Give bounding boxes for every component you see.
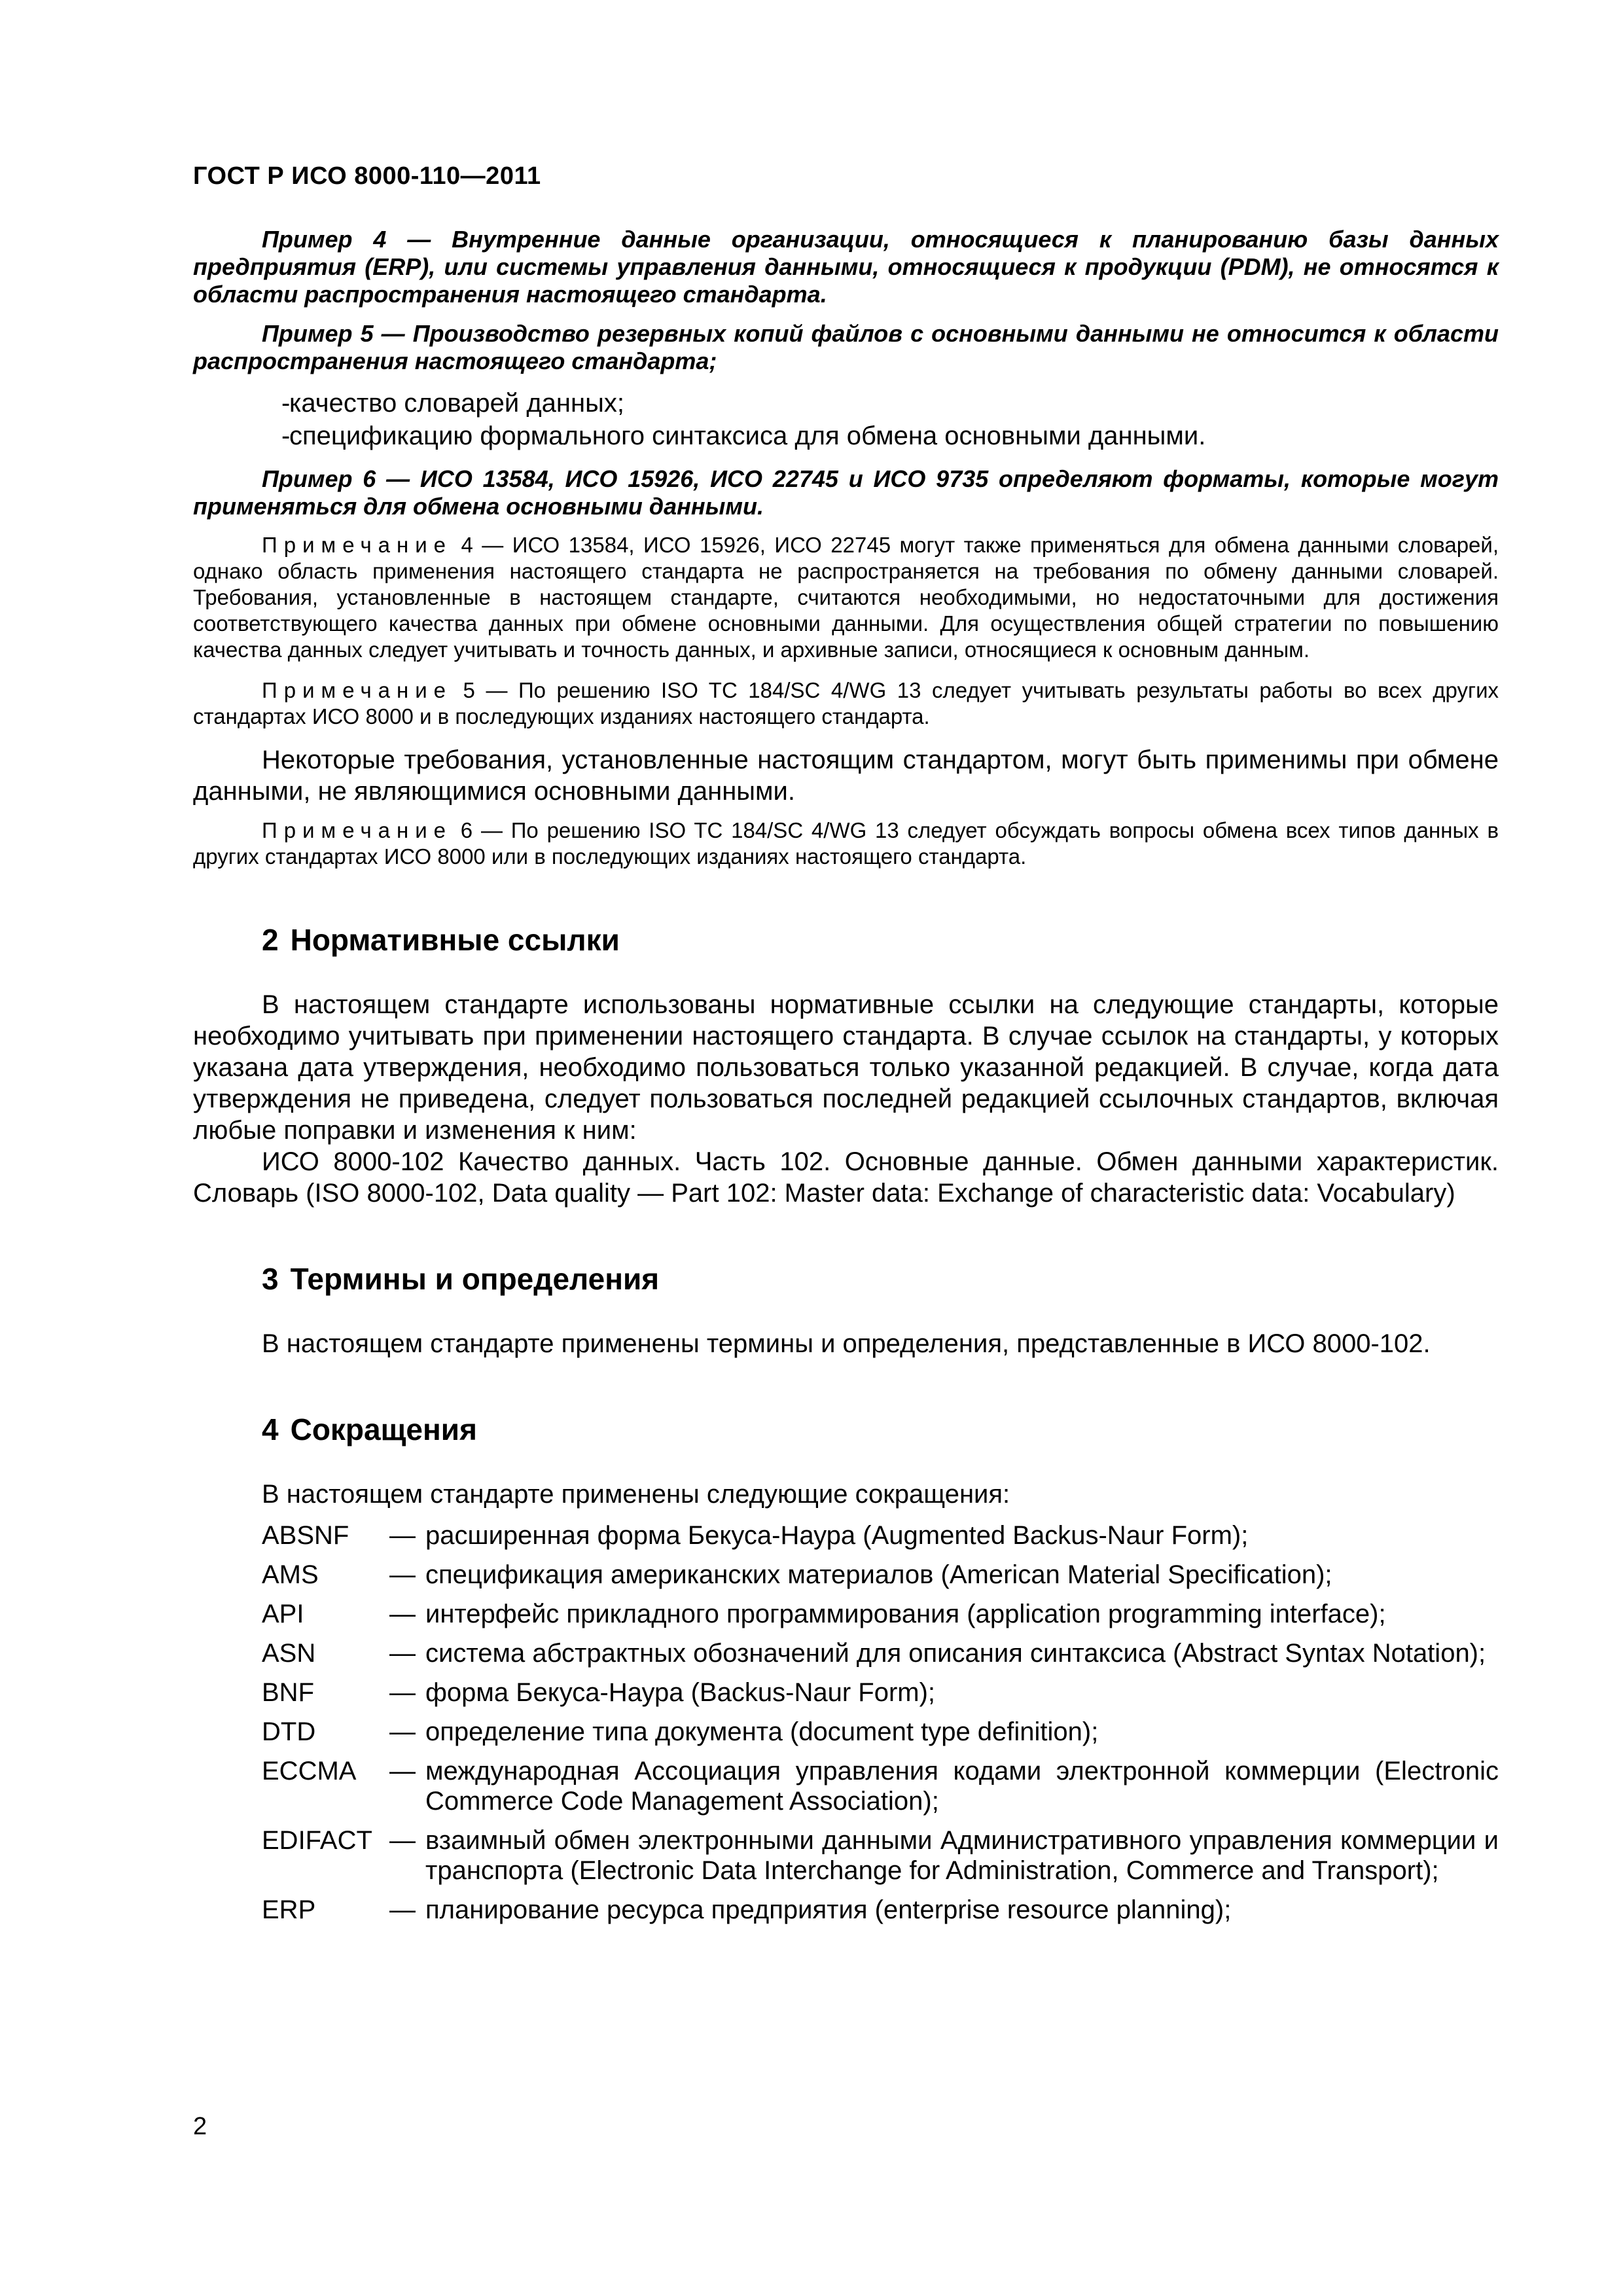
list-item: [193, 387, 1499, 420]
table-row: [262, 1638, 1499, 1677]
paragraph-some-requirements: Некоторые требования, установленные настоящим стандартом, могут быть применимы при обмене данными, не являющимися основными данными.: [193, 745, 1499, 806]
abbreviation-definition: форма Бекуса-Наура (Backus-Naur Form);: [425, 1678, 936, 1707]
abbreviation-term: ERP: [262, 1895, 316, 1924]
abbreviation-definition: определение типа документа (document type definition);: [425, 1717, 1099, 1746]
page-content: [193, 226, 1499, 1934]
page-number: 2: [193, 2113, 207, 2140]
section-3-paragraph-1: В настоящем стандарте применены термины и определения, представленные в ИСО 8000-102.: [262, 1329, 1431, 1358]
abbreviation-dash: —: [389, 1717, 416, 1746]
note-label: Примечание: [262, 818, 453, 842]
abbreviation-definition: взаимный обмен электронными данными Административного управления коммерции и транспорта (Electronic Data Interchange for Administration, Commerce and Transport);: [425, 1826, 1499, 1885]
table-row: [262, 1756, 1499, 1825]
example-4: Пример 4 — Внутренние данные организации, относящиеся к планированию базы данных предприятия (ERP), или системы управления данными, относящиеся к продукции (PDM), не относятся к области распространения настоящего стандарта.: [193, 226, 1499, 308]
example-6: Пример 6 — ИСО 13584, ИСО 15926, ИСО 22745 и ИСО 9735 определяют форматы, которые могут применяться для обмена основными данными.: [193, 465, 1499, 520]
abbreviation-dash: —: [389, 1560, 416, 1589]
abbreviation-term: DTD: [262, 1717, 316, 1746]
abbreviation-term: ASN: [262, 1639, 316, 1668]
note-number: 6: [460, 818, 473, 842]
section-4-heading: [262, 1412, 1499, 1447]
abbreviation-dash: —: [389, 1600, 416, 1628]
note-text: — По решению ISO TC 184/SC 4/WG 13 следует обсуждать вопросы обмена всех типов данных в других стандартах ИСО 8000 или в последующих изданиях настоящего стандарта.: [193, 818, 1499, 869]
abbreviation-dash: —: [389, 1521, 416, 1550]
note-4: [193, 532, 1499, 663]
abbreviation-term: EDIFACT: [262, 1826, 372, 1855]
section-title: Термины и определения: [290, 1262, 660, 1296]
abbreviation-definition: интерфейс прикладного программирования (application programming interface);: [425, 1600, 1386, 1628]
abbreviation-dash: —: [389, 1757, 416, 1785]
abbreviation-term: ABSNF: [262, 1521, 349, 1550]
section-2-paragraph-1: В настоящем стандарте использованы нормативные ссылки на следующие стандарты, которые необходимо учитывать при применении настоящего стандарта. В случае ссылок на стандарты, у которых указана дата утверждения, необходимо пользоваться только указанной редакцией. В случае, когда дата утверждения не приведена, следует пользоваться последней редакцией ссылочных стандартов, включая любые поправки и изменения к ним:: [193, 990, 1499, 1145]
section-2-heading: [262, 922, 1499, 958]
abbreviation-term: API: [262, 1600, 304, 1628]
note-text: — По решению ISO TC 184/SC 4/WG 13 следует учитывать результаты работы во всех других стандартах ИСО 8000 и в последующих изданиях настоящего стандарта.: [193, 678, 1499, 728]
table-row: [262, 1560, 1499, 1599]
section-2-paragraph-2: ИСО 8000-102 Качество данных. Часть 102. Основные данные. Обмен данными характеристик. Словарь (ISO 8000-102, Data quality — Part 102: Master data: Exchange of characteristic data: Vocabulary): [193, 1147, 1499, 1208]
table-row: [262, 1520, 1499, 1560]
abbreviation-dash: —: [389, 1826, 416, 1855]
abbreviation-dash: —: [389, 1678, 416, 1707]
document-code-header: ГОСТ Р ИСО 8000-110—2011: [193, 162, 541, 190]
abbreviation-dash: —: [389, 1895, 416, 1924]
section-4-intro: В настоящем стандарте применены следующие сокращения:: [262, 1480, 1010, 1509]
list-dash: -: [281, 422, 291, 450]
scope-dash-list: [193, 387, 1499, 452]
table-row: [262, 1677, 1499, 1717]
note-label: Примечание: [262, 678, 453, 702]
table-row: [262, 1599, 1499, 1638]
section-3-heading: [262, 1261, 1499, 1297]
abbreviation-definition: спецификация американских материалов (American Material Specification);: [425, 1560, 1332, 1589]
table-row: [262, 1717, 1499, 1756]
table-row: [262, 1895, 1499, 1934]
abbreviation-term: AMS: [262, 1560, 319, 1589]
list-dash: -: [281, 389, 291, 418]
note-6: [193, 817, 1499, 870]
abbreviation-definition: международная Ассоциация управления кодами электронной коммерции (Electronic Commerce Code Management Association);: [425, 1757, 1499, 1816]
abbreviation-definition: планирование ресурса предприятия (enterprise resource planning);: [425, 1895, 1232, 1924]
abbreviation-definition: расширенная форма Бекуса-Наура (Augmented Backus-Naur Form);: [425, 1521, 1249, 1550]
abbreviation-dash: —: [389, 1639, 416, 1668]
section-number: 3: [262, 1262, 279, 1296]
table-row: [262, 1825, 1499, 1895]
abbreviation-term: BNF: [262, 1678, 314, 1707]
note-label: Примечание: [262, 533, 453, 557]
abbreviation-definition: система абстрактных обозначений для описания синтаксиса (Abstract Syntax Notation);: [425, 1639, 1486, 1668]
section-number: 2: [262, 923, 279, 957]
section-title: Нормативные ссылки: [290, 923, 620, 957]
abbreviations-table: [262, 1520, 1499, 1934]
abbreviation-term: ECCMA: [262, 1757, 357, 1785]
example-5: Пример 5 — Производство резервных копий файлов с основными данными не относится к области распространения настоящего стандарта;: [193, 320, 1499, 374]
note-number: 5: [463, 678, 475, 702]
list-item: [193, 420, 1499, 452]
section-title: Сокращения: [290, 1412, 477, 1446]
note-number: 4: [461, 533, 473, 557]
list-item-text: спецификацию формального синтаксиса для обмена основными данными.: [289, 422, 1206, 450]
list-item-text: качество словарей данных;: [289, 389, 624, 418]
note-text: — ИСО 13584, ИСО 15926, ИСО 22745 могут также применяться для обмена данными словарей, однако область применения настоящего стандарта не распространяется на требования по обмену данными словарей. Требования, установленные в настоящем стандарте, считаются необходимыми, но недостаточными для достижения соответствующего качества данных при обмене основными данными. Для осуществления общей стратегии по повышению качества данных следует учитывать и точность данных, и архивные записи, относящиеся к основным данным.: [193, 533, 1499, 662]
section-number: 4: [262, 1412, 279, 1446]
note-5: [193, 677, 1499, 730]
